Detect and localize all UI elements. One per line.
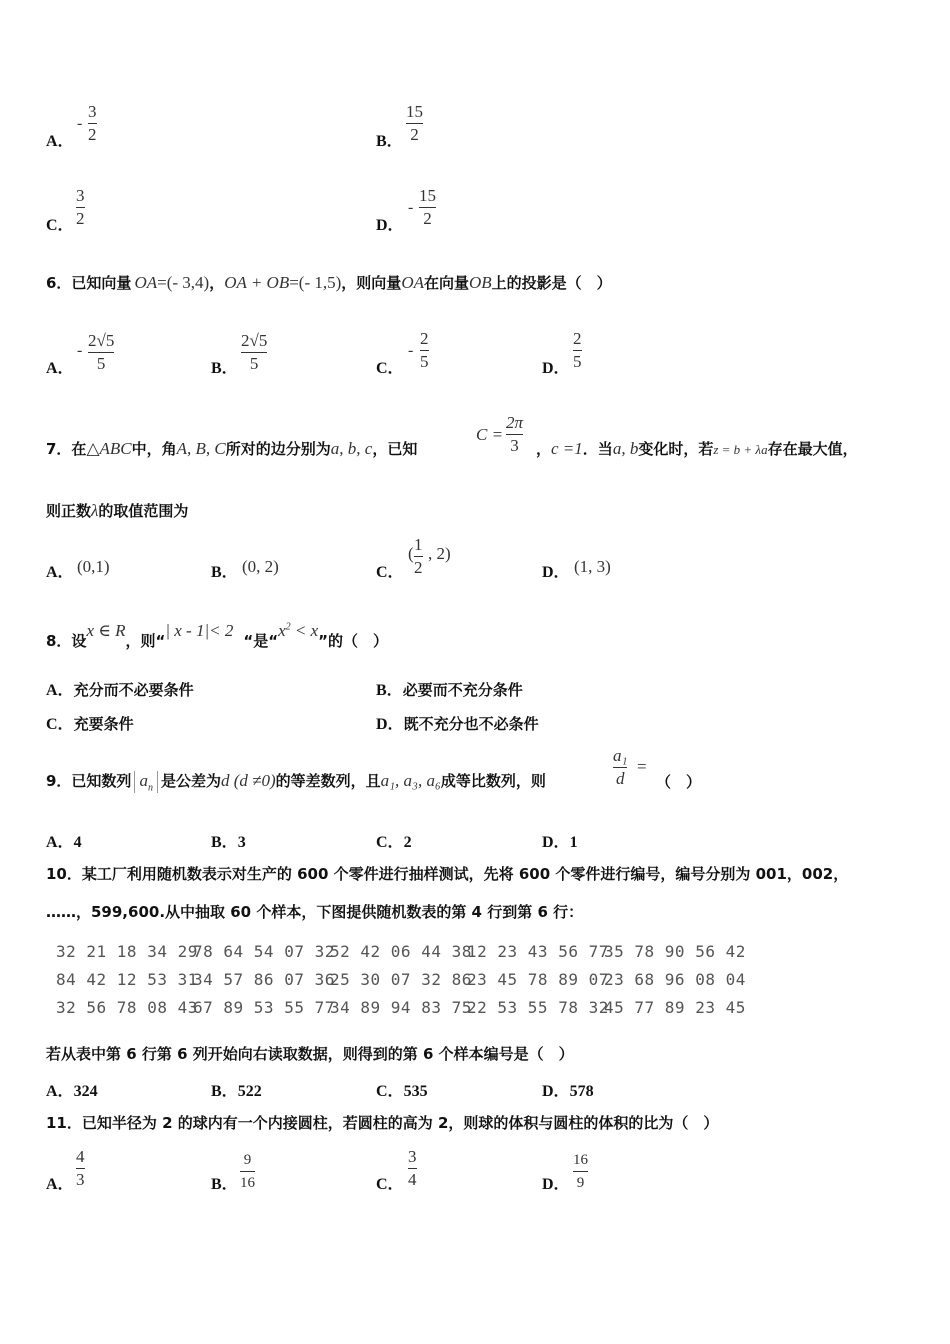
q7-c-angle: C = [476,425,504,444]
q8-p4: ”的（ ） [318,632,388,650]
q7-option-c-num: 1 [414,535,423,554]
q8-stem [46,621,388,651]
q8-p2: ，则“ [125,632,166,650]
q6-option-a-num: 2√5 [88,331,115,350]
q11-option-d-label: D． [542,1176,570,1193]
q5-option-a-num: 3 [88,102,97,121]
q6-option-a-label: A． [46,360,74,377]
q6-option-b-num: 2√5 [241,331,268,350]
q9-option-c-text: 2 [403,834,412,851]
q5-option-a-fraction [88,102,97,145]
q6-oa-value: =(- 3,4) [157,273,210,292]
q9-option-c [376,829,412,852]
table-cell: 34 57 86 07 36 [193,970,335,989]
q11-stem: 11．已知半径为 2 的球内有一个内接圆柱，若圆柱的高为 2，则球的体积与圆柱的体积的比为（ ） [46,1114,719,1132]
q7-c-value: c =1 [551,439,583,458]
q6-suffix: 上的投影是（ ） [491,274,612,292]
q7-option-c-den: 2 [414,558,423,577]
q6-option-c-den: 5 [420,352,429,371]
q7-option-b-label: B． [211,564,238,581]
q7-p2: 中，角 [131,440,177,458]
q8-option-a-label: A． [46,682,74,699]
q5-option-b-num: 15 [406,102,423,121]
q9-p5: （ ） [656,773,702,791]
q8-option-b-label: B． [376,682,403,699]
q7-z-expr: z = b + λa [713,442,768,457]
q9-equals: = [637,757,647,776]
q6-option-c-label: C． [376,360,404,377]
q6-vector-ob: OB [469,273,492,292]
q10-option-b-label: B． [211,1083,238,1100]
q7-option-d-label: D． [542,564,570,581]
q7-option-c-fraction [414,535,423,578]
q5-option-c-label: C． [46,217,74,234]
q6-option-c-num: 2 [420,329,429,348]
q10-line1: 10．某工厂利用随机数表示对生产的 600 个零件进行抽样测试，先将 600 个零件进行编号，编号分别为 001，002， [46,865,849,883]
q7-p3: 所对的边分别为 [225,440,331,458]
q7-option-c-label: C． [376,564,404,581]
q7-lambda: λ [91,501,99,520]
random-table-row-6 [56,998,746,1026]
table-cell: 25 30 07 32 86 [330,970,472,989]
q5-option-c-num: 3 [76,186,85,205]
q7-p1: 7．在 [46,440,87,458]
q10-option-c-label: C． [376,1083,404,1100]
q10-option-a-text: 324 [73,1083,98,1100]
q9-option-a [46,829,82,852]
q7-option-c-close: , 2) [428,544,451,563]
q7-p5: ， [536,440,552,458]
q9-option-c-label: C． [376,834,404,851]
q11-option-c-label: C． [376,1176,404,1193]
q9-option-b-label: B． [211,834,238,851]
table-cell: 34 89 94 83 75 [330,998,472,1017]
q10-option-c [376,1078,428,1101]
q11-option-b-fraction [240,1150,255,1193]
q7-line2b: 的取值范围为 [98,502,189,520]
q5-option-d-num: 15 [419,186,436,205]
random-table-row-5 [56,970,746,998]
q9-p4: 成等比数列，则 [440,772,546,790]
table-cell: 35 78 90 56 42 [604,942,746,961]
q11-option-c-num: 3 [408,1147,417,1166]
q9-d: d (d ≠0) [220,771,276,790]
q6-option-d-fraction [573,329,582,372]
q5-option-c-fraction [76,186,85,229]
q8-option-c [46,711,134,734]
q11-option-a-num: 4 [76,1147,85,1166]
q5-option-d-sign: - [408,199,414,216]
q8-cond2-exp: 2 [285,621,291,633]
q9-option-b [211,829,246,852]
q7-ab: a, b [612,439,639,458]
random-table-row-4 [56,942,746,970]
q6-sum-value: =(- 1,5) [289,273,342,292]
table-cell: 22 53 55 78 32 [467,998,609,1017]
q8-option-a-text: 充分而不必要条件 [73,681,194,699]
q9-option-b-text: 3 [237,834,246,851]
q6-option-b-label: B． [211,360,238,377]
q6-option-d-label: D． [542,360,570,377]
q5-option-b-label: B． [376,133,403,150]
q5-option-b-fraction [406,102,423,145]
q7-line2a: 则正数 [46,502,92,520]
table-cell: 23 68 96 08 04 [604,970,746,989]
q6-option-b-fraction [241,331,267,374]
q6-option-b-den: 5 [249,354,259,373]
q6-vector-oa: OA [134,273,158,292]
q7-option-a-value: (0,1) [77,557,110,576]
table-cell: 52 42 06 44 38 [330,942,472,961]
q9-stem [46,770,546,793]
q7-stem [46,438,417,459]
q8-p3: “是“ [243,632,279,650]
q11-option-c-den: 4 [408,1170,417,1189]
q11-option-d-den: 9 [576,1175,585,1191]
q9-option-a-label: A． [46,834,74,851]
q9-frac-den: d [615,769,625,788]
q10-option-d-label: D． [542,1083,570,1100]
q7-option-a-label: A． [46,564,74,581]
table-cell: 78 64 54 07 32 [193,942,335,961]
q11-option-b-den: 16 [240,1175,255,1191]
table-cell: 45 77 89 23 45 [604,998,746,1017]
q7-sides: a, b, c [330,439,373,458]
q9-option-d [542,829,578,852]
q8-option-c-label: C． [46,716,74,733]
q6-option-a-fraction [88,331,114,374]
q8-option-a [46,677,194,700]
q6-option-c-sign: - [408,342,414,359]
q7-triangle: △ABC [86,439,132,458]
q5-option-a-sign: - [77,115,83,132]
q8-option-b-text: 必要而不充分条件 [402,681,523,699]
q5-option-a-den: 2 [88,125,97,144]
q10-option-b-text: 522 [237,1083,262,1100]
q7-p8: 存在最大值， [767,440,858,458]
q5-option-d-den: 2 [423,209,432,228]
q10-line2: ……，599,600.从中抽取 60 个样本，下图提供随机数表的第 4 行到第 6 行： [46,903,584,921]
table-cell: 32 21 18 34 29 [56,942,198,961]
q9-seq: a [139,771,148,790]
q6-prefix: 6．已知向量 [46,274,132,292]
q5-option-c-den: 2 [76,209,85,228]
q9-p3: 的等差数列，且 [275,772,381,790]
q9-seq-sub: n [147,782,153,794]
q7-p7: 变化时，若 [638,440,714,458]
q11-option-a-den: 3 [76,1170,85,1189]
q6-mid2: 在向量 [423,274,469,292]
q7-c-den: 3 [510,436,519,455]
q6-vector-sum: OA + OB [224,273,290,292]
q9-option-d-text: 1 [569,834,578,851]
q11-option-d-num: 16 [573,1152,588,1168]
q6-option-a-sign: - [77,342,83,359]
q9-fraction [613,746,627,789]
q9-sequence [134,771,158,793]
q10-option-a [46,1078,98,1101]
q11-option-b-num: 9 [243,1152,252,1168]
q8-cond2-base: x [278,621,286,640]
q5-option-b-den: 2 [410,125,419,144]
q9-option-a-text: 4 [73,834,82,851]
q5-option-d-label: D． [376,217,404,234]
q7-c-num: 2π [506,413,524,432]
q11-option-c-fraction [408,1147,417,1190]
q10-option-d-text: 578 [569,1083,594,1100]
table-cell: 32 56 78 08 43 [56,998,198,1017]
q7-stem-2 [536,438,858,459]
q8-cond2 [278,621,318,641]
q6-comma: ， [209,274,225,292]
q6-vector-oa-2: OA [401,273,424,292]
q6-option-d-den: 5 [573,352,582,371]
table-cell: 67 89 53 55 77 [193,998,335,1017]
q8-option-c-text: 充要条件 [73,715,134,733]
q11-option-a-fraction [76,1147,85,1190]
q9-terms: a₁, a₃, a₆ [380,771,441,790]
q9-p2: 是公差为 [160,772,221,790]
q8-p1: 8．设 [46,632,87,650]
table-cell: 23 45 78 89 07 [467,970,609,989]
q6-mid1: ，则向量 [341,274,402,292]
q7-p6: ．当 [582,440,613,458]
q8-option-b [376,677,523,700]
q10-option-b [211,1078,262,1101]
q7-line2 [46,500,188,521]
q8-cond2-rest: < x [290,621,319,640]
q9-option-d-label: D． [542,834,570,851]
q7-p4: ，已知 [372,440,418,458]
q7-option-c-open: ( [408,544,414,563]
q8-option-d [376,711,539,734]
q5-option-d-fraction [419,186,436,229]
q11-option-d-fraction [573,1150,588,1193]
table-cell: 12 23 43 56 77 [467,942,609,961]
q8-cond1: | x - 1|< 2 [165,621,234,640]
q8-option-d-label: D． [376,716,404,733]
q6-option-c-fraction [420,329,429,372]
q6-option-a-den: 5 [96,354,106,373]
q7-c-fraction [506,413,523,456]
q11-option-a-label: A． [46,1176,74,1193]
q10-option-d [542,1078,594,1101]
q11-option-b-label: B． [211,1176,238,1193]
random-number-table [56,942,746,1026]
q8-set: x ∈ R [86,621,126,640]
q7-option-d-value: (1, 3) [574,557,611,576]
q10-option-a-label: A． [46,1083,74,1100]
q10-option-c-text: 535 [403,1083,428,1100]
q9-frac-num: a₁ [613,746,628,765]
q6-option-d-num: 2 [573,329,582,348]
q5-option-a-label: A． [46,133,74,150]
q7-option-b-value: (0, 2) [242,557,279,576]
q6-stem [46,272,612,293]
q10-line3: 若从表中第 6 行第 6 列开始向右读取数据，则得到的第 6 个样本编号是（ ） [46,1045,574,1063]
q8-option-d-text: 既不充分也不必条件 [403,715,539,733]
table-cell: 84 42 12 53 31 [56,970,198,989]
q9-p1: 9．已知数列 [46,772,132,790]
q7-angles: A, B, C [176,439,226,458]
